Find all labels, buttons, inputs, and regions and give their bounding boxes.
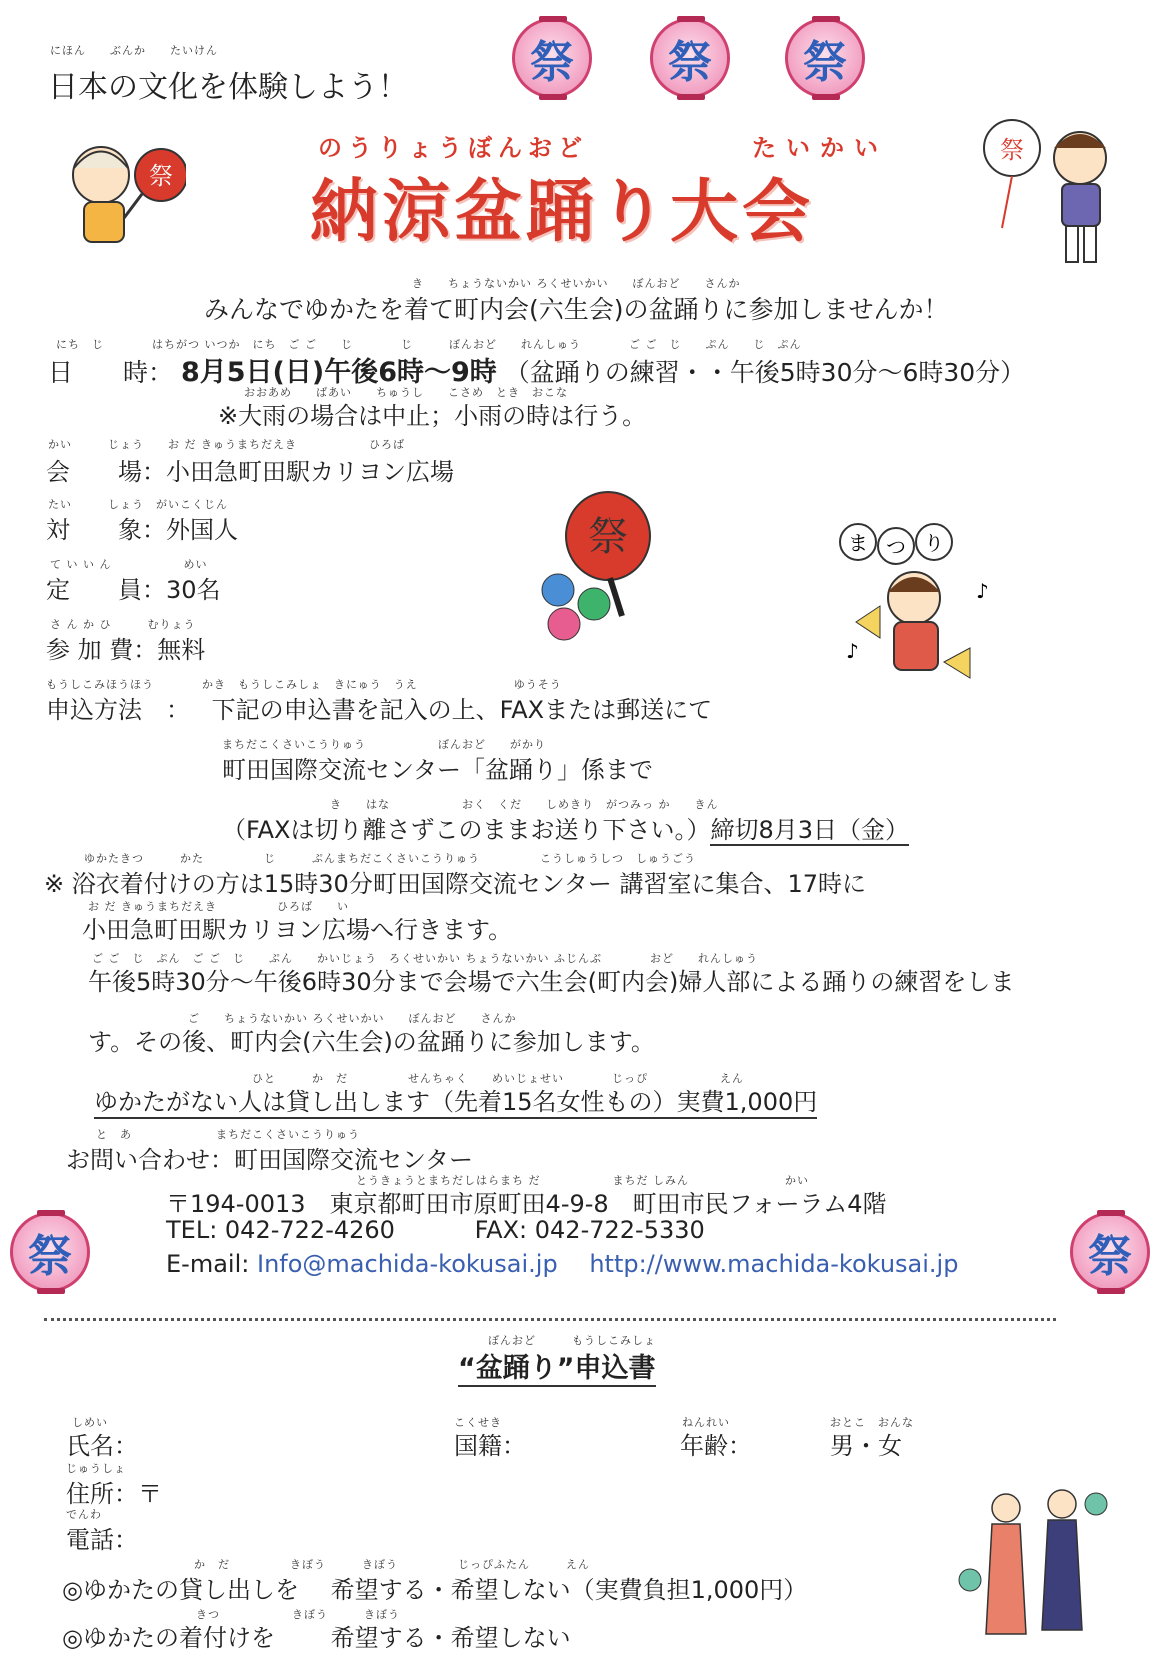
festival-lantern-icon: 祭 xyxy=(650,18,730,98)
fee-row xyxy=(46,630,205,665)
dressing-note: ※ 浴衣着付けの方は15時30分町田国際交流センター 講習室に集合、17時に xyxy=(44,870,867,898)
yukata-couple-illustration xyxy=(956,1484,1116,1648)
intro-text: 日本の文化を体験しよう！ xyxy=(48,70,408,105)
festival-dancer-illustration xyxy=(836,512,1026,712)
name-field[interactable]: 氏名： xyxy=(66,1432,138,1460)
rental-ruby: か だ きぼう きぼう じっぴふたん えん xyxy=(194,1558,590,1571)
target-ruby: たい しょう がいこくじん xyxy=(48,498,228,511)
note3-ruby: ご ご じ ぷん ご ご じ ぷん かいじょう ろくせいかい ちょうないかい ふじんぶ おど れんしゅう xyxy=(92,952,758,965)
nationality-field[interactable]: 国籍： xyxy=(454,1432,526,1460)
sex-ruby: おとこ おんな xyxy=(830,1416,914,1429)
website-link[interactable]: http://www.machida-kokusai.jp xyxy=(589,1250,959,1278)
note5-ruby: ひと か だ せんちゃく めいじょせい じっぴ えん xyxy=(252,1072,744,1085)
address: 〒194-0013 東京都町田市原町田4-9-8 町田市民フォーラム4階 xyxy=(166,1190,887,1218)
capacity-row xyxy=(46,570,221,605)
svg-text:祭: 祭 xyxy=(149,162,173,190)
apply2-ruby: まちだこくさいこうりゅう ぼんおど がかり xyxy=(222,738,546,751)
apply-row xyxy=(46,690,712,725)
apply-office: 町田国際交流センター「盆踊り」係まで xyxy=(222,756,654,784)
name-ruby: しめい xyxy=(72,1416,108,1429)
note1-ruby: ゆかたきつ かた じ ぷんまちだこくさいこうりゅう こうしゅうしつ しゅうごう xyxy=(84,852,696,865)
festival-lantern-icon: 祭 xyxy=(512,18,592,98)
form-title-ruby: ぼんおど もうしこみしょ xyxy=(488,1334,656,1347)
festival-lantern-icon: 祭 xyxy=(1070,1212,1150,1292)
practice-time: （盆踊りの練習・・午後5時30分～6時30分） xyxy=(504,358,1026,387)
title-ruby: たいかい xyxy=(752,134,888,162)
nationality-ruby: こくせき xyxy=(454,1416,502,1429)
svg-text:つ: つ xyxy=(886,535,906,559)
cut-line xyxy=(44,1318,1056,1321)
fee-label: 参 加 費 xyxy=(46,636,134,664)
fee-value: ：無料 xyxy=(133,636,206,664)
capacity-ruby: て い い ん めい xyxy=(50,558,208,571)
fax-note: （FAXは切り離さずこのままお送り下さい。） xyxy=(222,816,711,844)
rental-note: ゆかたがない人は貸し出します（先着15名女性もの）実費1,000円 xyxy=(94,1082,817,1119)
target-row xyxy=(46,510,238,545)
deadline: 締切8月3日（金） xyxy=(710,816,910,844)
apply-label: 申込方法 ： xyxy=(46,696,190,724)
address-ruby: とうきょうとまちだしはらまち だ まちだ しみん かい xyxy=(356,1174,809,1187)
note2-ruby: お だ きゅうまちだえき ひろば い xyxy=(88,900,349,913)
lead-ruby: き ちょうないかい ろくせいかい ぼんおど さんか xyxy=(412,277,741,290)
rain-note: ※大雨の場合は中止；小雨の時は行う。 xyxy=(218,402,647,430)
phone-field-ruby: でんわ xyxy=(66,1508,102,1521)
svg-text:♪: ♪ xyxy=(976,579,989,603)
address-field[interactable]: 住所：〒 xyxy=(66,1480,162,1508)
apply-ruby: もうしこみほうほう かき もうしこみしょ きにゅう うえ ゆうそう xyxy=(46,678,562,691)
tel: TEL: 042-722-4260 xyxy=(166,1216,395,1244)
page-title: 納涼盆踊り大会 xyxy=(310,173,815,252)
contact-label: お問い合わせ：町田国際交流センター xyxy=(66,1146,474,1174)
svg-text:ま: ま xyxy=(848,531,868,555)
email-label: E-mail: xyxy=(166,1250,250,1278)
age-field[interactable]: 年齢： xyxy=(680,1432,752,1460)
note4-ruby: ご ちょうないかい ろくせいかい ぼんおど さんか xyxy=(188,1012,517,1025)
date-label: 日 時： xyxy=(48,358,174,387)
intro-ruby: にほん ぶんか たいけん xyxy=(50,44,218,57)
svg-text:祭: 祭 xyxy=(1000,136,1024,164)
venue-value: ：小田急町田駅カリヨン広場 xyxy=(142,458,454,486)
rental-options[interactable]: 希望する・希望しない（実費負担1,000円） xyxy=(330,1576,808,1604)
practice-note-2: す。その後、町内会(六生会)の盆踊りに参加します。 xyxy=(88,1028,655,1056)
apply3-ruby: き はな おく くだ しめきり がつみっ か きん xyxy=(330,798,719,811)
title-ruby: のうりょうぼんおど xyxy=(318,134,588,162)
venue-label: 会 場 xyxy=(46,458,142,486)
capacity-label: 定 員 xyxy=(46,576,142,604)
svg-text:♪: ♪ xyxy=(846,639,859,663)
lead-text: みんなでゆかたを着て町内会(六生会)の盆踊りに参加しませんか！ xyxy=(204,295,949,324)
email-link[interactable]: Info@machida-kokusai.jp xyxy=(256,1250,558,1278)
date-value: 8月5日(日)午後6時～9時 xyxy=(180,357,497,388)
web-row xyxy=(166,1250,958,1278)
contact-ruby: と あ まちだこくさいこうりゅう xyxy=(96,1128,360,1141)
target-value: ：外国人 xyxy=(142,516,238,544)
festival-lantern-icon: 祭 xyxy=(10,1212,90,1292)
dressing-label: ◎ゆかたの着付けを xyxy=(62,1624,275,1652)
svg-text:り: り xyxy=(924,531,944,555)
address-field-ruby: じゅうしょ xyxy=(66,1462,126,1475)
dressing-note-2: 小田急町田駅カリヨン広場へ行きます。 xyxy=(82,916,513,944)
apply-value: 下記の申込書を記入の上、FAXまたは郵送にて xyxy=(211,696,713,724)
sex-field[interactable]: 男・女 xyxy=(830,1432,902,1460)
fax: FAX: 042-722-5330 xyxy=(474,1216,705,1244)
age-ruby: ねんれい xyxy=(682,1416,730,1429)
dressing-options[interactable]: 希望する・希望しない xyxy=(330,1624,571,1652)
rain-ruby: おおあめ ばあい ちゅうし こさめ とき おこな xyxy=(244,386,568,399)
fan-and-balls-illustration xyxy=(538,486,658,646)
child-with-fan-illustration xyxy=(46,130,186,270)
capacity-value: ：30名 xyxy=(142,576,221,604)
practice-note: 午後5時30分～午後6時30分まで会場で六生会(町内会)婦人部による踊りの練習をしま xyxy=(88,968,1015,996)
phone-field[interactable]: 電話： xyxy=(66,1526,138,1554)
form-title: “盆踊り”申込書 xyxy=(458,1346,656,1387)
venue-row xyxy=(46,452,454,487)
rental-label: ◎ゆかたの貸し出しを xyxy=(62,1576,299,1604)
dressing-ruby: きつ きぼう きぼう xyxy=(196,1608,400,1621)
fee-ruby: さ ん か ひ むりょう xyxy=(50,618,196,631)
child-with-drum-illustration xyxy=(982,108,1132,278)
phone-row xyxy=(166,1216,705,1244)
venue-ruby: かい じょう お だ きゅうまちだえき ひろば xyxy=(48,438,405,451)
target-label: 対 象 xyxy=(46,516,142,544)
rental-option-row[interactable] xyxy=(62,1570,807,1605)
date-ruby: にち じ はちがつ いつか にち ご ご じ じ ぼんおど れんしゅう ご ご じ ぷん じ ぷん xyxy=(56,338,802,351)
svg-text:祭: 祭 xyxy=(588,514,628,560)
fax-note-row xyxy=(222,810,909,845)
festival-lantern-icon: 祭 xyxy=(785,18,865,98)
